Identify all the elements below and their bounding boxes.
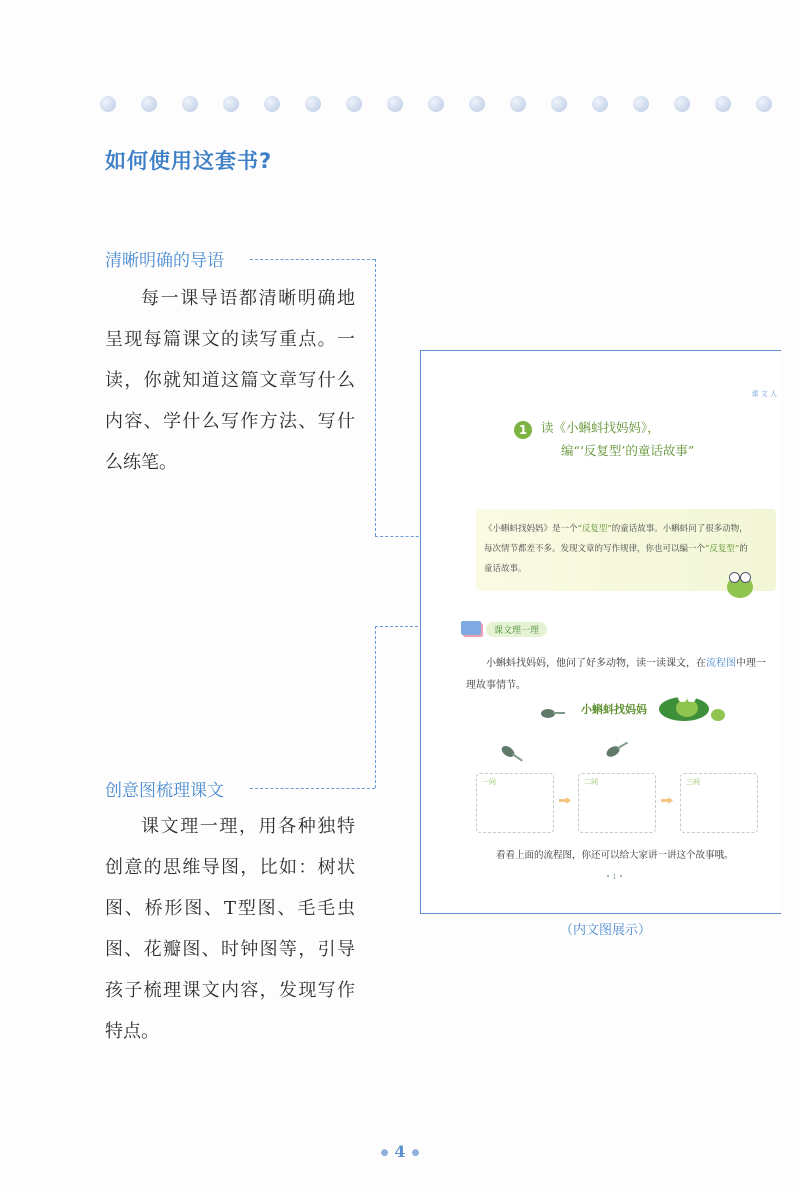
flow-title: 小蝌蚪找妈妈 [581,703,647,716]
page-number-deco: ● [380,1147,389,1158]
dot [264,96,280,112]
dot [305,96,321,112]
arrow-right-icon [661,797,673,804]
section-heading-mindmap: 创意图梳理课文 [105,781,224,801]
tadpole-icon [500,744,517,759]
dot [387,96,403,112]
dot [510,96,526,112]
flow-box [680,773,758,833]
frog-icon [711,709,725,721]
paragraph: 每一课导语都清晰明确地呈现每篇课文的读写重点。一读，你就知道这篇文章写什么内容、学什么写作方法、写什么练笔。 [105,288,355,473]
dot [633,96,649,112]
book-icon [461,621,481,635]
tab-label: 课文理一理 [486,622,547,637]
dot [469,96,485,112]
dot [592,96,608,112]
dot [100,96,116,112]
inner-page-preview [420,350,781,914]
page-title: 如何使用这套书? [105,149,273,173]
lesson-title-line-2: 编“‘反复型’的童话故事” [561,443,695,458]
dot [551,96,567,112]
leader-line [375,626,376,788]
preview-page-number: • 1 • [606,873,624,881]
leader-line [250,788,375,789]
dot [346,96,362,112]
flow-box-label: 三问 [686,778,700,786]
preview-body-text [466,653,766,697]
leader-line [250,259,375,260]
lesson-number-badge: 1 [514,421,532,439]
decorative-dot-row [100,96,800,116]
flow-box-label: 二问 [584,778,598,786]
page-number-value: 4 [394,1142,406,1161]
section-heading-intro: 清晰明确的导语 [105,251,224,271]
dot [756,96,772,112]
flow-box [476,773,554,833]
guide-text [484,519,756,579]
guide-text-part: 的童话故事。小蝌蚪问了很多动物，每次情节都差不多。发现文章的写作规律，你也可以编一个 [484,524,748,554]
guide-highlight: “反复型” [577,524,612,534]
arrow-right-icon [559,797,571,804]
dot [141,96,157,112]
dot [182,96,198,112]
frog-icon [676,699,698,717]
tadpole-icon [541,709,555,718]
page-number-deco: ● [411,1147,420,1158]
section-body-intro [105,278,355,483]
frog-icon [727,576,753,598]
page-number [0,1142,800,1161]
guide-text-part: 的童话故事。 [484,544,748,574]
flow-box [578,773,656,833]
section-tab [461,618,561,640]
preview-caption: （内文图展示） [560,923,652,938]
body-part: 中理一理故事情节。 [466,658,766,691]
dot [715,96,731,112]
dot [428,96,444,112]
body-highlight: 流程图 [706,658,736,669]
leader-line [375,259,376,536]
flow-box-label: 一问 [482,778,496,786]
tadpole-icon [605,744,622,759]
lesson-title-line-1: 读《小蝌蚪找妈妈》， [541,420,660,435]
guide-highlight: “反复型” [705,544,740,554]
corner-tag: 课 文 人 [751,390,777,398]
dot [674,96,690,112]
guide-text-part: 《小蝌蚪找妈妈》是一个 [484,524,578,534]
preview-footer-text: 看看上面的流程图，你还可以给大家讲一讲这个故事哦。 [496,850,734,861]
body-part: 小蝌蚪找妈妈，他问了好多动物，读一读课文，在 [486,658,706,669]
section-body-mindmap [105,806,355,1052]
dot [223,96,239,112]
paragraph: 课文理一理，用各种独特创意的思维导图，比如：树状图、桥形图、T型图、毛毛虫图、花瓣图、时钟图等，引导孩子梳理课文内容，发现写作特点。 [105,816,355,1042]
